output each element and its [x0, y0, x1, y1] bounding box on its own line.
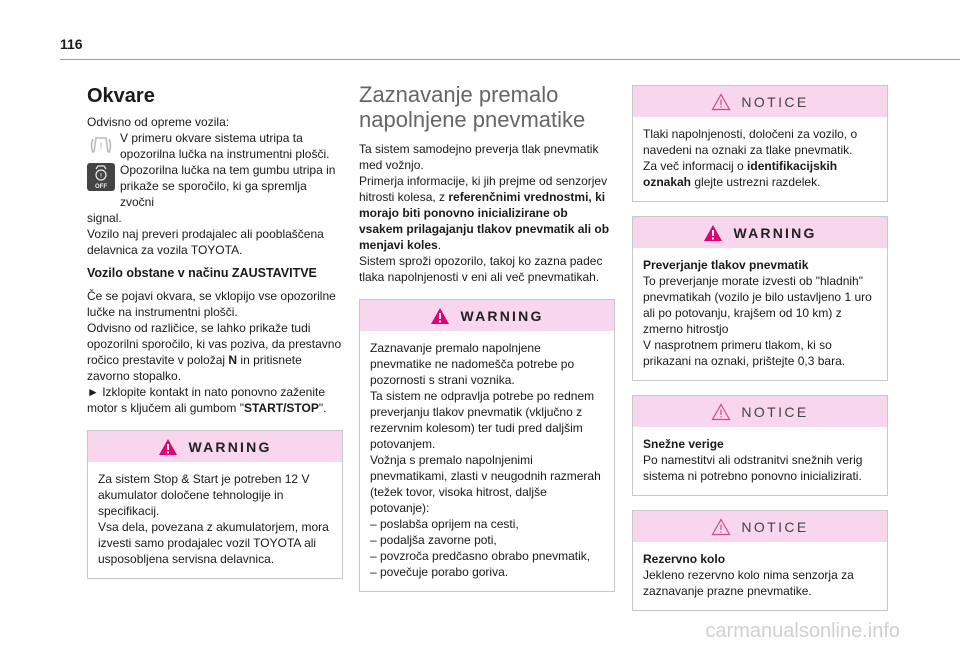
notice-body [633, 542, 887, 610]
warning-text: Ta sistem ne odpravlja potrebe po rednem preverjanju tlakov pnevmatik (vključno z rezervnim kolesom) ter tudi pred daljšim potovanjem. [370, 389, 595, 451]
warning-text: V nasprotnem primeru tlakom, ki so prikazani na oznaki, prištejte 0,3 bara. [643, 338, 846, 368]
notice-text: Tlaki napolnjenosti, določeni za vozilo, o navedeni na oznaki za tlake pnevmatik. [643, 127, 858, 157]
icon-row-1 [87, 130, 343, 162]
paragraph-auto-check: Ta sistem samodejno preverja tlak pnevmatik med vožnjo. [359, 142, 599, 172]
tire-pressure-warning-icon [87, 131, 115, 159]
warning-text: Za sistem Stop & Start je potreben 12 V akumulator določene tehnologije in specifikacij. [98, 472, 310, 518]
tire-reset-button-icon [87, 163, 115, 191]
notice-label: NOTICE [741, 403, 809, 420]
paragraph-gear-n: Odvisno od različice, se lahko prikaže tudi opozorilni sporočilo, ki vas poziva, da prestavno ročico prestavite v položaj N in pritisnete zavorno stopalko. [87, 321, 342, 383]
column-1 [87, 82, 343, 579]
warning-box-battery [87, 430, 343, 579]
notice-triangle-icon [711, 518, 731, 536]
warning-header [360, 300, 614, 331]
warning-text: Vožnja s premalo napolnjenimi pnevmatikami, zlasti v neugodnih razmerah (težek tovor, visoka hitrost, daljše potovanje): [370, 453, 601, 515]
column-3 [632, 85, 888, 611]
warning-label: WARNING [188, 438, 272, 455]
section-title-tire-detection [359, 82, 615, 132]
paragraph-alert: Sistem sproži opozorilo, takoj ko zazna padec tlaka napolnjenosti v eni ali več pnevmatikah. [359, 254, 603, 284]
warning-triangle-icon [158, 438, 178, 456]
notice-title: Rezervno kolo [643, 552, 726, 566]
warning-title: Preverjanje tlakov pnevmatik [643, 258, 809, 272]
warning-text: Zaznavanje premalo napolnjene pnevmatike ne nadomešča potrebe po pozornosti s strani voznika. [370, 341, 575, 387]
notice-box-pressures [632, 85, 888, 202]
header-rule [60, 59, 960, 60]
warning-header [633, 217, 887, 248]
notice-triangle-icon [711, 403, 731, 421]
warning-list-item: – povzroča predčasno obrabo pnevmatik, [370, 549, 591, 563]
warning-label: WARNING [733, 224, 817, 241]
warning-list-item: – poslabša oprijem na cesti, [370, 517, 519, 531]
page-number: 116 [60, 36, 83, 52]
svg-text:OFF: OFF [95, 184, 107, 190]
column-2 [359, 82, 615, 592]
warning-box-tire [359, 299, 615, 592]
notice-title: Snežne verige [643, 437, 724, 451]
icon1-text: V primeru okvare sistema utripa ta opozorilna lučka na instrumentni plošči. [120, 131, 330, 161]
subheading-stop-mode: Vozilo obstane v načinu ZAUSTAVITVE [87, 266, 317, 280]
title-line-1: Zaznavanje premalo [359, 82, 559, 107]
warning-text: Vsa dela, povezana z akumulatorjem, mora izvesti samo prodajalec vozil TOYOTA ali usposobljena servisna delavnica. [98, 520, 329, 566]
notice-header [633, 511, 887, 542]
paragraph-restart: ► Izklopite kontakt in nato ponovno zaženite motor s ključem ali gumbom "START/STOP". [87, 385, 327, 415]
notice-body [633, 117, 887, 201]
icon2-text-cont: signal. [87, 211, 122, 225]
section-title-okvare: Okvare [87, 85, 155, 107]
warning-body [360, 331, 614, 591]
notice-triangle-icon [711, 93, 731, 111]
warning-text: To preverjanje morate izvesti ob "hladnih" pnevmatikah (vozilo je bilo ustavljeno 1 uro ali po potovanju, krajšem od 10 km) z zmerno hitrostjo [643, 274, 872, 336]
notice-box-snow-chains [632, 395, 888, 496]
paragraph-warning-lights: Če se pojavi okvara, se vklopijo vse opozorilne lučke na instrumentni plošči. [87, 289, 336, 319]
warning-header [88, 431, 342, 462]
footer-watermark: carmanualsonline.info [705, 620, 900, 642]
notice-label: NOTICE [741, 93, 809, 110]
notice-text: Za več informacij o identifikacijskih oznakah glejte ustrezni razdelek. [643, 159, 838, 189]
icon-row-2 [87, 162, 343, 210]
svg-text:!: ! [99, 141, 103, 151]
notice-label: NOTICE [741, 518, 809, 535]
warning-box-check-pressure [632, 216, 888, 381]
icon2-text: Opozorilna lučka na tem gumbu utripa in prikaže se sporočilo, ki ga spremlja zvočni [120, 163, 336, 209]
warning-list-item: – povečuje porabo goriva. [370, 565, 509, 579]
notice-box-spare-wheel [632, 510, 888, 611]
title-line-2: napolnjene pnevmatike [359, 107, 586, 132]
notice-header [633, 86, 887, 117]
warning-triangle-icon [430, 307, 450, 325]
warning-triangle-icon [703, 224, 723, 242]
notice-text: Po namestitvi ali odstranitvi snežnih verig sistema ni potrebno ponovno inicializirati. [643, 453, 863, 483]
warning-list-item: – podaljša zavorne poti, [370, 533, 497, 547]
intro-text: Odvisno od opreme vozila: [87, 115, 230, 129]
notice-text: Jekleno rezervno kolo nima senzorja za zaznavanje prazne pnevmatike. [643, 568, 854, 598]
notice-body [633, 427, 887, 495]
paragraph-compare: Primerja informacije, ki jih prejme od senzorjev hitrosti kolesa, z referenčnimi vrednostmi, ki morajo biti ponovno inicializirane ob vsakem prilagajanju tlakov pnevmatik ali ob menjavi koles. [359, 174, 610, 252]
svg-text:!: ! [100, 173, 102, 180]
warning-label: WARNING [460, 307, 544, 324]
warning-body [633, 248, 887, 380]
notice-header [633, 396, 887, 427]
warning-body [88, 462, 342, 578]
dealer-text: Vozilo naj preveri prodajalec ali pooblaščena delavnica za vozila TOYOTA. [87, 227, 324, 257]
